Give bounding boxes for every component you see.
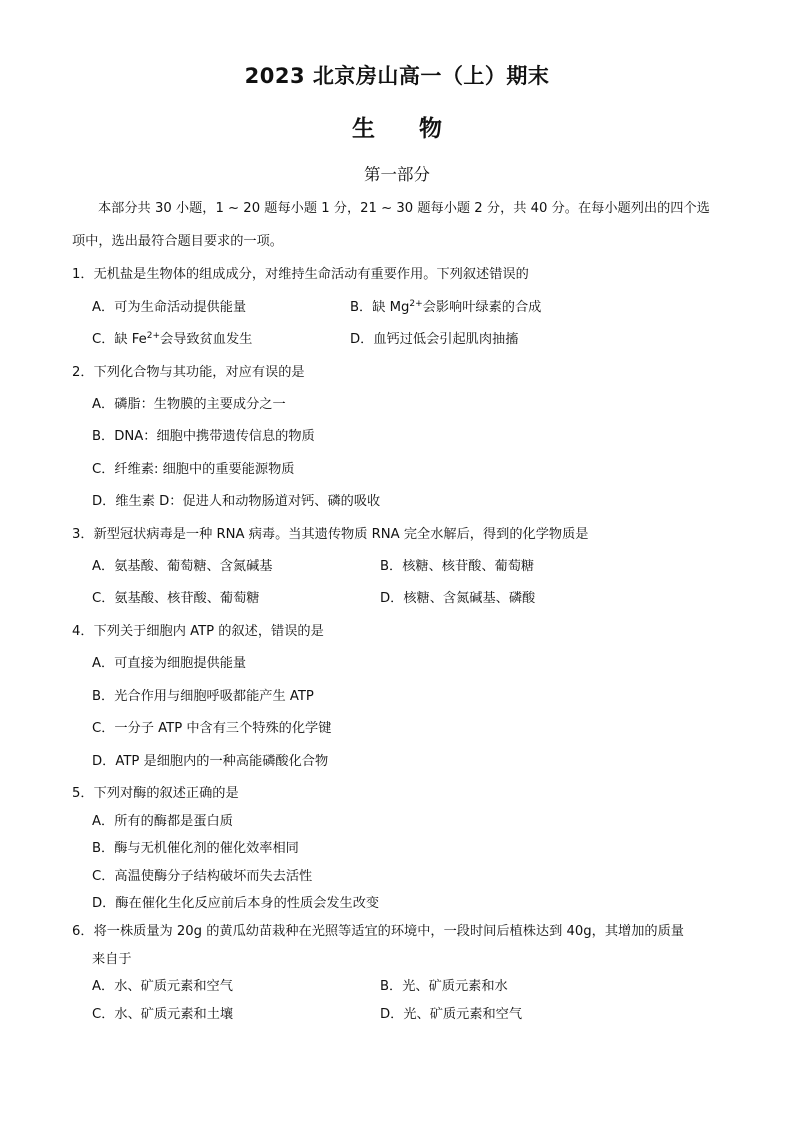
q6-stem-line-2: 来自于 — [92, 952, 132, 967]
q1-option-c-sup: 2+ — [146, 331, 161, 341]
q1-option-c-pre: C．缺 Fe — [92, 332, 147, 347]
q6-option-a: A．水、矿质元素和空气 — [92, 979, 233, 994]
q2-option-a: A．磷脂：生物膜的主要成分之一 — [92, 397, 286, 412]
q5-option-d: D．酶在催化生化反应前后本身的性质会发生改变 — [92, 896, 380, 911]
intro-line-2: 项中，选出最符合题目要求的一项。 — [72, 234, 283, 249]
q5-stem: 5．下列对酶的叙述正确的是 — [72, 786, 239, 801]
q4-option-d: D．ATP 是细胞内的一种高能磷酸化合物 — [92, 754, 329, 769]
q3-option-a: A．氨基酸、葡萄糖、含氮碱基 — [92, 559, 273, 574]
q1-option-b-post: 会影响叶绿素的合成 — [422, 300, 542, 315]
q4-option-c: C．一分子 ATP 中含有三个特殊的化学键 — [92, 721, 332, 736]
q1-option-b — [350, 299, 541, 317]
q3-stem: 3．新型冠状病毒是一种 RNA 病毒。当其遗传物质 RNA 完全水解后，得到的化学物质是 — [72, 527, 589, 542]
part-heading: 第一部分 — [364, 165, 430, 184]
q3-option-c: C．氨基酸、核苷酸、葡萄糖 — [92, 591, 260, 606]
q2-stem: 2．下列化合物与其功能，对应有误的是 — [72, 365, 305, 380]
q2-option-b: B．DNA：细胞中携带遗传信息的物质 — [92, 429, 315, 444]
q5-option-b: B．酶与无机催化剂的催化效率相同 — [92, 841, 299, 856]
q1-option-c — [92, 331, 252, 349]
q4-option-b: B．光合作用与细胞呼吸都能产生 ATP — [92, 689, 314, 704]
q1-option-a: A．可为生命活动提供能量 — [92, 300, 247, 315]
q1-option-d: D．血钙过低会引起肌肉抽搐 — [350, 332, 519, 347]
q2-option-d: D．维生素 D：促进人和动物肠道对钙、磷的吸收 — [92, 494, 381, 509]
q1-option-b-pre: B．缺 Mg — [350, 300, 410, 315]
subject-heading — [0, 110, 794, 143]
q1-option-c-post: 会导致贫血发生 — [160, 332, 253, 347]
q5-option-c: C．高温使酶分子结构破坏而失去活性 — [92, 869, 313, 884]
intro-line-1: 本部分共 30 小题，1 ~ 20 题每小题 1 分，21 ~ 30 题每小题 2 分，共 40 分。在每小题列出的四个选 — [98, 201, 710, 216]
q6-option-d: D．光、矿质元素和空气 — [380, 1007, 523, 1022]
exam-title: 2023 北京房山高一（上）期末 — [244, 64, 550, 88]
q1-stem: 1．无机盐是生物体的组成成分，对维持生命活动有重要作用。下列叙述错误的 — [72, 267, 529, 282]
q4-stem: 4．下列关于细胞内 ATP 的叙述，错误的是 — [72, 624, 324, 639]
q1-option-b-sup: 2+ — [409, 299, 423, 309]
q6-option-b: B．光、矿质元素和水 — [380, 979, 508, 994]
q3-option-d: D．核糖、含氮碱基、磷酸 — [380, 591, 536, 606]
q5-option-a: A．所有的酶都是蛋白质 — [92, 814, 233, 829]
subject-char-2: 物 — [419, 116, 442, 142]
q3-option-b: B．核糖、核苷酸、葡萄糖 — [380, 559, 535, 574]
q2-option-c: C．纤维素: 细胞中的重要能源物质 — [92, 462, 295, 477]
q6-stem-line-1: 6．将一株质量为 20g 的黄瓜幼苗栽种在光照等适宜的环境中，一段时间后植株达到 40g，其增加的质量 — [72, 924, 684, 939]
subject-char-1: 生 — [352, 116, 375, 142]
q4-option-a: A．可直接为细胞提供能量 — [92, 656, 247, 671]
q6-option-c: C．水、矿质元素和土壤 — [92, 1007, 234, 1022]
